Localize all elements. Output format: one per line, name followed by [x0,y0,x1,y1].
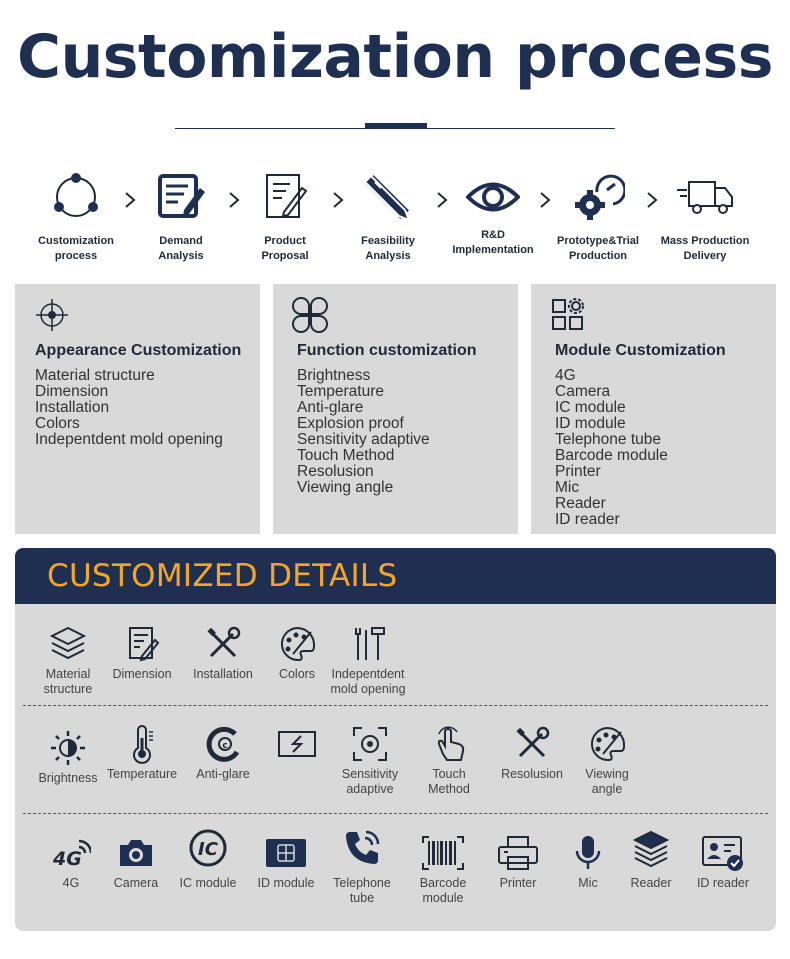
list-item: Touch Method [297,447,395,464]
panel-function [273,284,518,534]
step-label: Customization [38,235,114,247]
printer-icon [496,833,540,873]
step-label: Demand [159,235,203,247]
detail-label: ID reader [696,876,750,890]
detail-label: 4G [62,876,80,890]
list-item: Colors [35,415,80,432]
gear-gauge-icon [571,170,625,224]
step-label: Analysis [365,250,411,262]
detail-telephone-tube [321,828,403,906]
target-adjust-icon [350,724,390,764]
step-product-proposal [230,170,340,264]
detail-label: IC module [179,876,237,890]
eye-icon [466,170,520,224]
barcode-icon [421,833,465,873]
panel-title: Function customization [297,342,477,359]
step-label: Production [568,250,628,262]
list-item: Camera [555,383,611,400]
step-prototype-trial [543,170,653,264]
palette-icon [277,624,317,664]
step-label: Proposal [261,250,309,262]
list-item: Anti-glare [297,399,364,416]
detail-label: Material [45,667,91,681]
list-item: Material structure [35,367,155,384]
detail-sensitivity-adaptive [329,724,411,797]
touch-hand-icon [429,724,469,764]
panel-list [297,368,430,496]
row-divider [23,705,768,706]
step-demand-analysis [126,170,236,264]
detail-label: Touch [432,767,466,781]
hammer-wrench-icon [348,624,388,664]
detail-label: Printer [499,876,537,890]
list-item: ID module [555,415,626,432]
list-item: Reader [555,495,606,512]
detail-label: Telephone [333,876,391,890]
step-mass-production-delivery [650,170,760,264]
detail-label: Temperature [106,767,178,781]
panel-module [531,284,776,534]
ruler-pencil-icon [361,170,415,224]
list-item: Sensitivity adaptive [297,431,430,448]
truck-icon [675,170,735,224]
detail-mold-opening [324,624,412,697]
detail-installation [182,624,264,682]
step-label: Analysis [158,250,204,262]
camera-icon [116,833,156,873]
detail-label: mold opening [330,682,406,696]
svg-text:c: c [222,741,228,751]
step-rd-implementation [438,170,548,258]
4g-signal-icon [51,833,91,873]
document-pen-icon [122,624,162,664]
list-item: ID reader [555,511,620,528]
details-header [15,548,776,604]
details-heading: CUSTOMIZED DETAILS [47,558,398,594]
detail-label: Brightness [38,771,98,785]
document-pen-icon [258,170,312,224]
detail-explosion-proof [256,724,338,764]
list-item: Dimension [35,383,109,400]
brightness-icon [48,728,88,768]
step-label: Implementation [452,244,534,256]
list-item: Resolusion [297,463,374,480]
detail-id-reader [682,833,764,891]
ic-chip-icon [188,828,228,868]
detail-id-module [245,833,327,891]
detail-material-structure [27,624,109,697]
detail-label: Colors [278,667,316,681]
detail-label: Camera [113,876,159,890]
panel-title: Module Customization [555,342,726,359]
detail-brightness [27,728,109,786]
detail-anti-glare [182,724,264,782]
step-customization-process [21,170,131,264]
list-item: Printer [555,463,601,480]
detail-label: Anti-glare [196,767,250,781]
panel-title: Appearance Customization [35,342,242,359]
detail-dimension [101,624,183,682]
detail-ic-module [167,828,249,891]
list-item: IC module [555,399,626,416]
step-label: Feasibility [361,235,415,247]
list-item: Temperature [297,383,385,400]
detail-label: Mic [578,876,598,890]
step-feasibility-analysis [333,170,443,264]
detail-label: module [422,891,464,905]
panel-appearance [15,284,260,534]
customized-details [15,548,776,931]
detail-camera [95,833,177,891]
cycle-icon [49,170,103,224]
list-item: 4G [555,367,576,384]
row-divider [23,813,768,814]
detail-label: structure [43,682,93,696]
microphone-icon [568,833,608,873]
panel-list [555,368,668,528]
phone-icon [342,828,382,868]
detail-viewing-angle [566,724,648,797]
list-item: Viewing angle [297,479,394,496]
anti-glare-icon [203,724,243,764]
tools-icon [512,724,552,764]
step-label: process [54,250,98,262]
layers-icon [48,624,88,664]
step-label: Prototype&Trial [557,235,639,247]
grid-gear-icon [549,296,587,334]
ic-text: IC [198,839,218,860]
title-divider-accent [365,123,427,129]
detail-label: Indepentdent [331,667,405,681]
list-item: Barcode module [555,447,668,464]
detail-barcode-module [402,833,484,906]
detail-resolusion [491,724,573,782]
page-title: Customization process [17,22,773,92]
list-item: Mic [555,479,580,496]
detail-label: Dimension [112,667,172,681]
detail-label: Reader [630,876,672,890]
id-card-check-icon [701,833,745,873]
list-item: Telephone tube [555,431,662,448]
detail-label: Resolusion [501,767,563,781]
list-item: Brightness [297,367,371,384]
detail-label: Sensitivity [341,767,399,781]
detail-label: Installation [193,667,253,681]
four-petal-icon [291,296,329,334]
palette-icon [587,724,627,764]
step-label: Mass Production [660,235,750,247]
detail-label: Viewing [585,767,629,781]
detail-label: Method [428,782,470,796]
list-item: Installation [35,399,110,416]
card-stack-icon [631,828,671,868]
tools-icon [203,624,243,664]
edit-form-icon [154,170,208,224]
detail-touch-method [408,724,490,797]
step-label: Product [264,235,306,247]
step-label: R&D [481,229,505,241]
step-label: Delivery [683,250,727,262]
panel-list [35,368,223,448]
detail-reader [610,828,692,891]
screen-lightning-icon [275,724,319,764]
crosshair-icon [33,296,71,334]
detail-label: adaptive [346,782,394,796]
detail-label: tube [349,891,375,905]
detail-temperature [101,724,183,782]
4g-text: 4G [53,848,82,870]
detail-label: ID module [257,876,315,890]
thermometer-icon [122,724,162,764]
list-item: Indepentdent mold opening [35,431,223,448]
list-item: Explosion proof [297,415,404,432]
sim-card-icon [264,833,308,873]
process-steps [0,170,790,270]
detail-label: angle [591,782,623,796]
detail-label: Barcode [419,876,467,890]
